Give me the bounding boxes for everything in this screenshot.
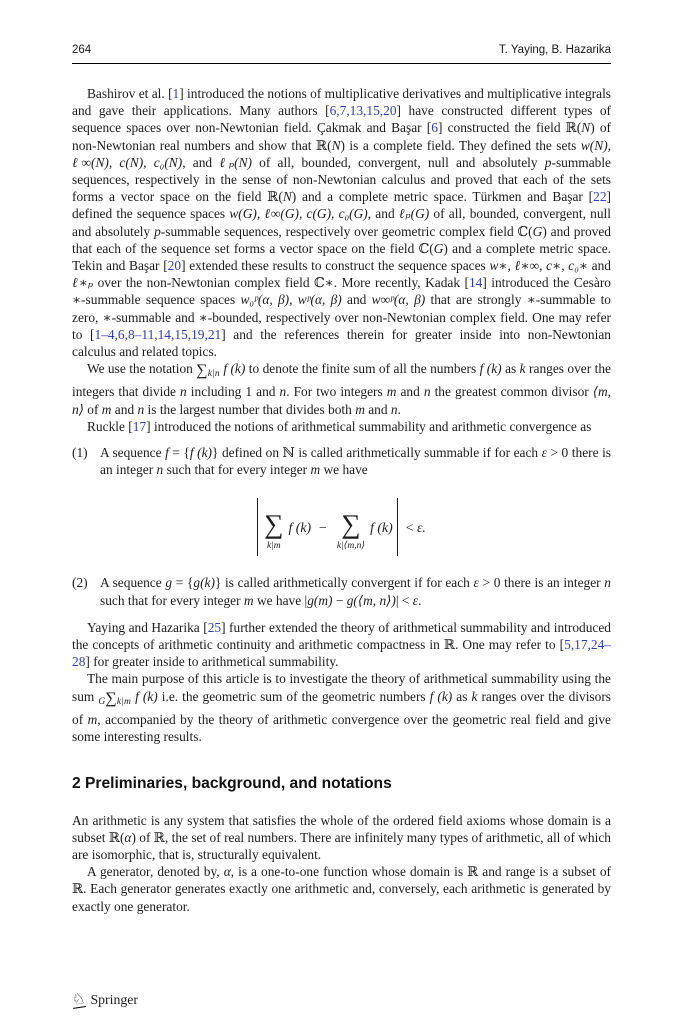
text-segment: such that for every integer xyxy=(100,592,244,608)
text-segment: A generator, denoted by, xyxy=(87,864,224,880)
text-segment: i.e. the geometric sum of the geometric numbers xyxy=(157,688,430,704)
text-segment: m xyxy=(386,384,397,400)
text-segment: f (k) xyxy=(189,445,212,461)
text-segment: ] have constructed different types of sequence spaces over non-Newtonian field. Çakmak and Başar [ xyxy=(72,103,611,136)
paragraph-intro-bashirov xyxy=(72,85,611,360)
paragraph-yaying-hazarika xyxy=(72,619,611,671)
paragraph-ruckle xyxy=(72,418,611,435)
text-segment: ∑ xyxy=(105,689,117,707)
text-segment: m xyxy=(310,462,321,478)
text-segment: ] introduced the notions of arithmetical summability and arithmetic convergence as xyxy=(146,418,592,434)
text-segment: . xyxy=(397,401,401,417)
citation-link[interactable]: 20 xyxy=(167,258,182,274)
text-segment: N xyxy=(581,120,591,136)
text-segment: we have xyxy=(320,462,368,478)
text-segment: = { xyxy=(172,575,194,591)
text-segment: m xyxy=(87,711,98,727)
text-segment: Ruckle [ xyxy=(87,418,133,434)
text-segment: f (k) xyxy=(429,688,453,704)
display-equation xyxy=(72,494,611,560)
text-segment: ] introduced the notions of multiplicative derivatives and multiplicative integrals and gave their applications. Many authors [ xyxy=(72,86,611,119)
sigma-icon: ∑ xyxy=(264,508,284,539)
text-segment: k xyxy=(519,361,526,377)
text-segment: = { xyxy=(168,445,190,461)
text-segment: Yaying and Hazarika [ xyxy=(87,619,208,635)
text-segment: , and xyxy=(367,206,399,222)
paragraph-arithmetic-definition xyxy=(72,812,611,864)
less-than-sign: < xyxy=(405,519,414,535)
running-head-authors: T. Yaying, B. Hazarika xyxy=(498,44,611,56)
text-segment: ε xyxy=(541,445,547,461)
sum-subscript-2: k|⟨m,n⟩ xyxy=(336,540,366,551)
text-segment: is the largest number that divides both xyxy=(144,401,356,417)
text-segment: n xyxy=(423,384,431,400)
citation-link[interactable]: 6 xyxy=(431,120,438,136)
text-segment: ⟨m, n⟩ xyxy=(72,384,612,417)
text-segment: m xyxy=(101,401,112,417)
text-segment: ] constructed the field ℝ( xyxy=(437,120,582,136)
equation-term-1: f (k) xyxy=(288,519,312,535)
equation-term-2: f (k) xyxy=(370,519,393,535)
text-segment: , is a one-to-one function whose domain is ℝ and range is a subset of ℝ. Each generator generates exactly one arithmetic and, conversely, each arithmetic is generated by exactly one generator. xyxy=(72,864,612,914)
running-header xyxy=(72,44,611,64)
text-segment: n xyxy=(279,384,287,400)
text-segment: A sequence xyxy=(100,575,166,591)
text-segment: and xyxy=(587,258,611,274)
text-segment: p xyxy=(154,223,161,239)
right-vertical-bar xyxy=(397,498,398,556)
paragraph-main-purpose xyxy=(72,670,611,745)
text-segment: α xyxy=(124,829,132,845)
epsilon-symbol: ε. xyxy=(417,519,426,535)
text-segment: ) is a complete field. They defined the sets xyxy=(340,137,581,153)
minus-sign: − xyxy=(319,519,327,535)
springer-logo-icon: ♘ xyxy=(70,989,87,1010)
text-segment: | < xyxy=(395,592,413,608)
citation-link[interactable]: 25 xyxy=(207,619,222,635)
sum-operator-2 xyxy=(336,508,366,555)
text-segment: , accompanied by the theory of arithmetic convergence over the geometric real field and give some interesting results. xyxy=(72,711,611,745)
text-segment: the greatest common divisor xyxy=(430,384,593,400)
text-segment: G xyxy=(98,696,106,707)
text-segment: ] for greater inside to arithmetical summability. xyxy=(85,654,339,670)
sum-operator-1 xyxy=(264,508,284,555)
text-segment: > 0 there is an integer xyxy=(100,445,611,478)
text-segment: p xyxy=(544,154,552,170)
citation-link[interactable]: 14 xyxy=(468,275,483,291)
list-item-2 xyxy=(72,574,611,608)
text-segment: n xyxy=(390,401,398,417)
text-segment: , and xyxy=(182,154,220,170)
text-segment: We use the notation xyxy=(87,361,197,377)
text-segment: G xyxy=(532,223,543,239)
text-segment: > 0 there is an integer xyxy=(478,575,605,591)
text-segment: f (k) xyxy=(479,361,502,377)
text-segment: of all, bounded, convergent, null and absolutely xyxy=(72,206,611,239)
text-segment: k xyxy=(471,688,478,704)
text-segment: ℓₚ(G) xyxy=(398,206,430,222)
text-segment: α xyxy=(223,864,231,880)
text-segment: ℓ∗ₚ xyxy=(72,275,94,291)
publisher-name: Springer xyxy=(90,992,138,1007)
sigma-icon: ∑ xyxy=(341,508,361,539)
text-segment: k|m xyxy=(116,696,132,707)
text-segment: . For two integers xyxy=(286,384,387,400)
text-segment: m xyxy=(243,592,254,608)
text-segment: n xyxy=(156,462,164,478)
citation-link[interactable]: 5,17,24–28 xyxy=(72,637,611,670)
page-number: 264 xyxy=(72,44,92,56)
text-segment: and xyxy=(364,401,391,417)
text-segment: w∗, ℓ∗∞, c∗, c₀∗ xyxy=(489,258,588,274)
list-marker-1: (1) xyxy=(72,445,88,461)
text-segment: w∞ᵖ(α, β) xyxy=(371,292,426,308)
text-segment: over the non-Newtonian complex field ℂ∗. More recently, Kadak [ xyxy=(93,275,469,291)
text-segment: and xyxy=(111,401,138,417)
text-segment: of all, bounded, convergent, null and absolutely xyxy=(251,154,545,170)
text-segment: g xyxy=(165,575,173,591)
sum-subscript-1: k|m xyxy=(266,540,281,551)
list-marker-2: (2) xyxy=(72,575,88,591)
left-vertical-bar xyxy=(257,498,258,556)
text-segment: } defined on ℕ is called arithmetically summable if for each xyxy=(211,445,542,461)
text-segment: Bashirov et al. [ xyxy=(87,86,173,101)
text-segment: f xyxy=(165,445,169,461)
text-segment: g(k) xyxy=(193,575,215,591)
text-segment: we have | xyxy=(253,592,308,608)
text-segment: A sequence xyxy=(100,445,166,461)
text-segment: that are strongly ∗-summable to zero, ∗-summable and ∗-bounded, respectively over non-Newtonian complex field. One may refer to [ xyxy=(72,292,611,342)
publisher-footer xyxy=(70,989,138,1010)
text-segment: n xyxy=(137,401,145,417)
text-segment: w(G), ℓ∞(G), c(G), c₀(G) xyxy=(229,206,368,222)
text-segment: g(m) xyxy=(307,592,333,608)
text-segment: . xyxy=(418,592,422,608)
text-segment: and xyxy=(396,384,424,400)
text-segment: -summable sequences, respectively over geometric complex field ℂ( xyxy=(160,223,533,239)
text-segment: to denote the finite sum of all the numbers xyxy=(245,361,480,377)
text-segment: ) and proved that each of the sequence set forms a vector space on the field ℂ( xyxy=(72,223,611,256)
list-item-2-text xyxy=(100,574,611,608)
citation-link[interactable]: 1–4,6,8–11,14,15,19,21 xyxy=(94,326,222,342)
text-segment: k|n xyxy=(207,369,220,380)
section-heading: 2 Preliminaries, background, and notations xyxy=(72,775,392,793)
text-segment: − xyxy=(332,592,347,608)
text-segment: ] introduced the Cesàro ∗-summable sequence spaces xyxy=(72,275,611,308)
text-segment: ℓₚ(N) xyxy=(219,154,252,170)
text-segment: -summable sequences, respectively in the sense of non-Newtonian calculus and proved that each of the sets forms a vector space on the field ℝ( xyxy=(72,154,611,205)
citation-link[interactable]: 17 xyxy=(132,418,147,434)
text-segment: ranges over the divisors of xyxy=(72,688,612,727)
text-segment: ε xyxy=(412,592,419,608)
text-segment: } is called arithmetically convergent if for each xyxy=(214,575,474,591)
text-segment: n xyxy=(604,575,611,591)
text-segment: ranges over the integers that divide xyxy=(72,361,611,400)
text-segment: ) and a complete metric space. Türkmen and Başar [ xyxy=(291,189,594,205)
article-body xyxy=(72,85,611,915)
citation-link[interactable]: 6,7,13,15,20 xyxy=(329,103,397,119)
text-segment: of xyxy=(83,401,102,417)
text-segment: ∑ xyxy=(196,362,208,380)
text-segment: ] defined the sequence spaces xyxy=(72,189,612,222)
text-segment: N xyxy=(331,137,341,153)
text-segment: w₀ᵖ(α, β), wᵖ(α, β) xyxy=(240,292,342,308)
equation-rhs xyxy=(406,519,426,536)
text-segment: m xyxy=(355,401,365,417)
text-segment: An arithmetic is any system that satisfies the whole of the ordered field axioms whose domain is a subset ℝ( xyxy=(72,812,611,845)
text-segment: n xyxy=(180,384,187,400)
definition-list xyxy=(72,444,611,609)
citation-link[interactable]: 1 xyxy=(172,86,180,101)
text-segment: ] further extended the theory of arithmetical summability and introduced the concepts of arithmetic continuity and arithmetic compactness in ℝ. One may refer to [ xyxy=(72,619,611,653)
text-segment: as xyxy=(501,361,520,377)
text-segment: and xyxy=(341,292,372,308)
text-segment: f (k) xyxy=(223,361,246,377)
text-segment: w(N), ℓ∞(N), c(N), c₀(N) xyxy=(72,137,612,170)
text-segment: including 1 and xyxy=(186,384,280,400)
text-segment: The main purpose of this article is to investigate the theory of arithmetical summability using the sum xyxy=(72,671,611,704)
list-item-1 xyxy=(72,444,611,478)
text-segment: ε xyxy=(473,575,479,591)
citation-link[interactable]: 22 xyxy=(593,189,607,205)
paragraph-notation xyxy=(72,360,611,418)
text-segment: ) of non-Newtonian real numbers and show that ℝ( xyxy=(72,120,611,153)
text-segment: ) of ℝ, the set of real numbers. There are infinitely many types of arithmetic, all of which are isomorphic, that is, structurally equivalent. xyxy=(72,829,611,862)
text-segment: such that for every integer xyxy=(163,462,311,478)
list-item-1-text xyxy=(100,444,611,478)
text-segment: f (k) xyxy=(135,688,158,704)
text-segment: as xyxy=(452,688,472,704)
text-segment: ] extended these results to construct the sequence spaces xyxy=(181,258,490,274)
text-segment: ) and a complete metric space. Tekin and Başar [ xyxy=(72,240,611,274)
text-segment: ] and the references therein for greater inside into non-Newtonian calculus and related topics. xyxy=(72,326,611,360)
text-segment: g(⟨m, n⟩) xyxy=(346,592,396,608)
text-segment: N xyxy=(282,189,292,205)
paragraph-generator-definition xyxy=(72,863,611,915)
text-segment: G xyxy=(433,240,444,256)
